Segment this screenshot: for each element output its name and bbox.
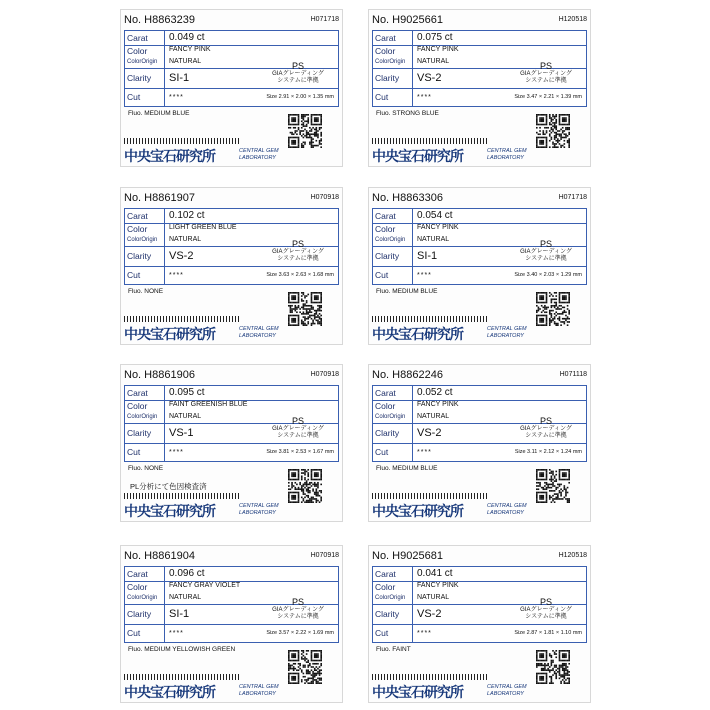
color-value: FAINT GREENISH BLUE <box>169 401 248 408</box>
fluorescence: Fluo. MEDIUM YELLOWISH GREEN <box>128 646 236 653</box>
lab-name-en-2: LABORATORY <box>487 333 524 339</box>
card-header <box>124 550 339 566</box>
grading-table <box>372 208 587 285</box>
fluorescence: Fluo. MEDIUM BLUE <box>376 465 438 472</box>
size-measurement: Size 3.63 × 2.63 × 1.68 mm <box>266 272 334 278</box>
cut-value: **** <box>417 630 432 637</box>
card-header <box>372 14 587 30</box>
carat-row <box>373 209 586 224</box>
qr-code-icon <box>536 114 570 148</box>
carat-label: Carat <box>125 209 165 223</box>
ps-line-2: システムに準拠 <box>277 614 319 620</box>
ps-line-2: システムに準拠 <box>277 256 319 262</box>
qr-code-icon <box>536 469 570 503</box>
carat-value: 0.096 ct <box>169 568 205 579</box>
color-row <box>373 581 586 592</box>
certificate-number: No. H9025681 <box>372 550 443 562</box>
color-label: Color <box>373 223 413 234</box>
lab-logo <box>124 316 239 342</box>
ps-line-2: システムに準拠 <box>525 78 567 84</box>
lab-name-en-1: CENTRAL GEM <box>487 684 527 690</box>
lab-name-en <box>239 326 279 340</box>
cut-value: **** <box>169 272 184 279</box>
color-origin-value: NATURAL <box>169 594 202 601</box>
certificate-code: H071118 <box>559 371 587 378</box>
color-origin-value: NATURAL <box>417 58 450 65</box>
ps-line-1: GIAグレーディング <box>272 71 324 77</box>
carat-label: Carat <box>125 31 165 45</box>
grading-table <box>372 385 587 462</box>
carat-label: Carat <box>125 567 165 581</box>
ps-mark: PS <box>539 239 552 249</box>
cut-value: **** <box>417 94 432 101</box>
gia-ps-mark <box>268 239 328 263</box>
lab-name-jp: 中央宝石研究所 <box>372 148 463 164</box>
size-measurement: Size 3.47 × 2.21 × 1.39 mm <box>514 94 582 100</box>
ps-line-1: GIAグレーディング <box>272 607 324 613</box>
color-row <box>373 400 586 411</box>
lab-logo <box>372 674 487 700</box>
qr-code-icon <box>288 650 322 684</box>
gia-ps-mark <box>268 597 328 621</box>
cut-label: Cut <box>125 88 165 106</box>
lab-name-en-1: CENTRAL GEM <box>487 148 527 154</box>
color-origin-value: NATURAL <box>417 236 450 243</box>
ps-mark: PS <box>291 597 304 607</box>
lab-name-en-1: CENTRAL GEM <box>239 684 279 690</box>
ps-line-2: システムに準拠 <box>277 78 319 84</box>
cut-label: Cut <box>373 624 413 642</box>
cut-label: Cut <box>125 624 165 642</box>
lab-name-en-1: CENTRAL GEM <box>239 326 279 332</box>
carat-value: 0.075 ct <box>417 32 453 43</box>
certificate-number: No. H8863306 <box>372 192 443 204</box>
carat-label: Carat <box>373 567 413 581</box>
certificate-code: H070918 <box>310 552 339 559</box>
carat-value: 0.052 ct <box>417 387 453 398</box>
cut-value: **** <box>169 94 184 101</box>
lab-name-en-2: LABORATORY <box>239 155 276 161</box>
color-row <box>125 400 338 411</box>
card-header <box>372 550 587 566</box>
certificate-card <box>368 9 591 167</box>
lab-logo <box>124 138 239 164</box>
clarity-label: Clarity <box>125 604 165 624</box>
card-header <box>372 369 587 385</box>
grading-table <box>372 30 587 107</box>
color-origin-label: ColorOrigin <box>125 234 165 246</box>
carat-row <box>373 567 586 582</box>
color-row <box>125 581 338 592</box>
ps-line-2: システムに準拠 <box>525 433 567 439</box>
qr-code-icon <box>536 650 570 684</box>
certificate-code: H120518 <box>558 552 587 559</box>
fluorescence: Fluo. NONE <box>128 465 164 472</box>
certificate-code: H070918 <box>310 371 339 378</box>
carat-value: 0.049 ct <box>169 32 205 43</box>
gia-ps-mark <box>268 61 328 85</box>
color-value: FANCY PINK <box>417 46 459 53</box>
size-measurement: Size 3.57 × 2.22 × 1.69 mm <box>266 630 334 636</box>
ps-line-1: GIAグレーディング <box>520 71 572 77</box>
fluorescence: Fluo. STRONG BLUE <box>376 110 439 117</box>
clarity-value: VS-2 <box>169 250 194 262</box>
lab-name-en-1: CENTRAL GEM <box>487 503 527 509</box>
clarity-value: VS-1 <box>169 427 194 439</box>
carat-value: 0.041 ct <box>417 568 453 579</box>
lab-name-en-2: LABORATORY <box>487 155 524 161</box>
color-origin-label: ColorOrigin <box>373 56 413 68</box>
ps-line-1: GIAグレーディング <box>520 607 572 613</box>
carat-value: 0.054 ct <box>417 210 453 221</box>
lab-name-jp: 中央宝石研究所 <box>124 503 215 519</box>
lab-name-en <box>487 326 527 340</box>
carat-row <box>125 386 338 401</box>
carat-row <box>125 31 338 46</box>
lab-name-jp: 中央宝石研究所 <box>372 326 463 342</box>
grading-table <box>372 566 587 643</box>
ps-line-1: GIAグレーディング <box>272 249 324 255</box>
certificate-number: No. H8861906 <box>124 369 195 381</box>
barcode-stripe <box>124 493 239 499</box>
color-origin-label: ColorOrigin <box>125 592 165 604</box>
cut-label: Cut <box>125 443 165 461</box>
lab-name-en <box>239 684 279 698</box>
carat-value: 0.095 ct <box>169 387 205 398</box>
grading-table <box>124 385 339 462</box>
analysis-note: PL分析にて色因検査済 <box>130 482 207 491</box>
certificate-number: No. H8862246 <box>372 369 443 381</box>
lab-name-en-1: CENTRAL GEM <box>239 503 279 509</box>
color-label: Color <box>373 45 413 56</box>
qr-code-icon <box>288 114 322 148</box>
cut-value: **** <box>169 630 184 637</box>
lab-name-en <box>239 148 279 162</box>
size-measurement: Size 3.81 × 2.53 × 1.67 mm <box>266 449 334 455</box>
certificate-code: H070918 <box>310 194 339 201</box>
lab-name-en-2: LABORATORY <box>239 691 276 697</box>
color-label: Color <box>125 223 165 234</box>
certificate-code: H120518 <box>558 16 587 23</box>
certificate-card <box>120 545 343 703</box>
lab-name-en-2: LABORATORY <box>239 333 276 339</box>
certificate-card <box>368 545 591 703</box>
lab-name-en-1: CENTRAL GEM <box>239 148 279 154</box>
lab-name-jp: 中央宝石研究所 <box>124 684 215 700</box>
carat-row <box>373 386 586 401</box>
color-value: FANCY PINK <box>169 46 211 53</box>
ps-mark: PS <box>539 61 552 71</box>
color-value: LIGHT GREEN BLUE <box>169 224 237 231</box>
qr-code-icon <box>288 292 322 326</box>
certificate-number: No. H8861907 <box>124 192 195 204</box>
grading-table <box>124 208 339 285</box>
color-row <box>125 223 338 234</box>
color-row <box>373 45 586 56</box>
color-label: Color <box>125 400 165 411</box>
carat-row <box>373 31 586 46</box>
lab-name-en <box>487 503 527 517</box>
fluorescence: Fluo. MEDIUM BLUE <box>376 288 438 295</box>
lab-logo <box>372 316 487 342</box>
ps-line-1: GIAグレーディング <box>520 249 572 255</box>
certificate-card <box>120 9 343 167</box>
certificate-card <box>120 187 343 345</box>
ps-mark: PS <box>291 416 304 426</box>
card-header <box>372 192 587 208</box>
ps-line-2: システムに準拠 <box>277 433 319 439</box>
ps-line-1: GIAグレーディング <box>520 426 572 432</box>
color-value: FANCY PINK <box>417 582 459 589</box>
carat-label: Carat <box>373 31 413 45</box>
lab-name-jp: 中央宝石研究所 <box>372 684 463 700</box>
lab-logo <box>124 493 239 519</box>
cut-label: Cut <box>373 266 413 284</box>
ps-mark: PS <box>291 61 304 71</box>
barcode-stripe <box>372 138 487 144</box>
grading-table <box>124 566 339 643</box>
card-header <box>124 192 339 208</box>
barcode-stripe <box>372 674 487 680</box>
cut-label: Cut <box>125 266 165 284</box>
card-header <box>124 14 339 30</box>
ps-line-1: GIAグレーディング <box>272 426 324 432</box>
carat-value: 0.102 ct <box>169 210 205 221</box>
gia-ps-mark <box>268 416 328 440</box>
ps-line-2: システムに準拠 <box>525 256 567 262</box>
clarity-value: VS-2 <box>417 608 442 620</box>
color-origin-value: NATURAL <box>169 236 202 243</box>
color-origin-label: ColorOrigin <box>373 592 413 604</box>
barcode-stripe <box>372 493 487 499</box>
clarity-label: Clarity <box>125 246 165 266</box>
barcode-stripe <box>124 674 239 680</box>
color-origin-value: NATURAL <box>417 413 450 420</box>
lab-name-jp: 中央宝石研究所 <box>372 503 463 519</box>
carat-row <box>125 567 338 582</box>
gia-ps-mark <box>516 61 576 85</box>
lab-logo <box>372 493 487 519</box>
size-measurement: Size 2.91 × 2.00 × 1.35 mm <box>266 94 334 100</box>
cut-value: **** <box>417 272 432 279</box>
color-value: FANCY GRAY VIOLET <box>169 582 241 589</box>
clarity-value: SI-1 <box>417 250 438 262</box>
color-origin-label: ColorOrigin <box>125 411 165 423</box>
certificate-code: H071718 <box>310 16 339 23</box>
clarity-value: VS-2 <box>417 427 442 439</box>
color-origin-value: NATURAL <box>417 594 450 601</box>
grading-table <box>124 30 339 107</box>
lab-name-en <box>487 148 527 162</box>
color-label: Color <box>125 45 165 56</box>
lab-name-en-2: LABORATORY <box>239 510 276 516</box>
barcode-stripe <box>372 316 487 322</box>
fluorescence: Fluo. MEDIUM BLUE <box>128 110 190 117</box>
carat-label: Carat <box>373 209 413 223</box>
certificate-card <box>368 187 591 345</box>
cut-value: **** <box>417 449 432 456</box>
barcode-stripe <box>124 316 239 322</box>
barcode-stripe <box>124 138 239 144</box>
certificate-card <box>368 364 591 522</box>
lab-name-jp: 中央宝石研究所 <box>124 326 215 342</box>
cut-label: Cut <box>373 88 413 106</box>
qr-code-icon <box>288 469 322 503</box>
ps-line-2: システムに準拠 <box>525 614 567 620</box>
gia-ps-mark <box>516 416 576 440</box>
clarity-label: Clarity <box>373 423 413 443</box>
color-origin-label: ColorOrigin <box>373 234 413 246</box>
color-value: FANCY PINK <box>417 401 459 408</box>
lab-name-en-1: CENTRAL GEM <box>487 326 527 332</box>
lab-name-en <box>239 503 279 517</box>
gia-ps-mark <box>516 597 576 621</box>
qr-code-icon <box>536 292 570 326</box>
certificate-number: No. H9025661 <box>372 14 443 26</box>
certificate-number: No. H8861904 <box>124 550 195 562</box>
size-measurement: Size 3.11 × 2.12 × 1.24 mm <box>514 449 582 455</box>
carat-label: Carat <box>373 386 413 400</box>
color-label: Color <box>373 581 413 592</box>
size-measurement: Size 3.40 × 2.03 × 1.29 mm <box>514 272 582 278</box>
clarity-label: Clarity <box>125 68 165 88</box>
color-label: Color <box>373 400 413 411</box>
color-origin-label: ColorOrigin <box>373 411 413 423</box>
gia-ps-mark <box>516 239 576 263</box>
carat-label: Carat <box>125 386 165 400</box>
carat-row <box>125 209 338 224</box>
clarity-label: Clarity <box>373 604 413 624</box>
fluorescence: Fluo. NONE <box>128 288 164 295</box>
card-header <box>124 369 339 385</box>
clarity-label: Clarity <box>373 68 413 88</box>
color-origin-label: ColorOrigin <box>125 56 165 68</box>
clarity-value: SI-1 <box>169 608 190 620</box>
lab-name-jp: 中央宝石研究所 <box>124 148 215 164</box>
lab-name-en <box>487 684 527 698</box>
size-measurement: Size 2.87 × 1.81 × 1.10 mm <box>514 630 582 636</box>
clarity-label: Clarity <box>373 246 413 266</box>
color-row <box>125 45 338 56</box>
certificate-code: H071718 <box>558 194 587 201</box>
lab-name-en-2: LABORATORY <box>487 691 524 697</box>
fluorescence: Fluo. FAINT <box>376 646 411 653</box>
certificate-number: No. H8863239 <box>124 14 195 26</box>
color-origin-value: NATURAL <box>169 413 202 420</box>
lab-logo <box>372 138 487 164</box>
cut-value: **** <box>169 449 184 456</box>
color-origin-value: NATURAL <box>169 58 202 65</box>
ps-mark: PS <box>291 239 304 249</box>
clarity-label: Clarity <box>125 423 165 443</box>
lab-name-en-2: LABORATORY <box>487 510 524 516</box>
clarity-value: VS-2 <box>417 72 442 84</box>
clarity-value: SI-1 <box>169 72 190 84</box>
cut-label: Cut <box>373 443 413 461</box>
color-label: Color <box>125 581 165 592</box>
ps-mark: PS <box>539 597 552 607</box>
ps-mark: PS <box>539 416 552 426</box>
color-row <box>373 223 586 234</box>
lab-logo <box>124 674 239 700</box>
color-value: FANCY PINK <box>417 224 459 231</box>
certificate-card <box>120 364 343 522</box>
